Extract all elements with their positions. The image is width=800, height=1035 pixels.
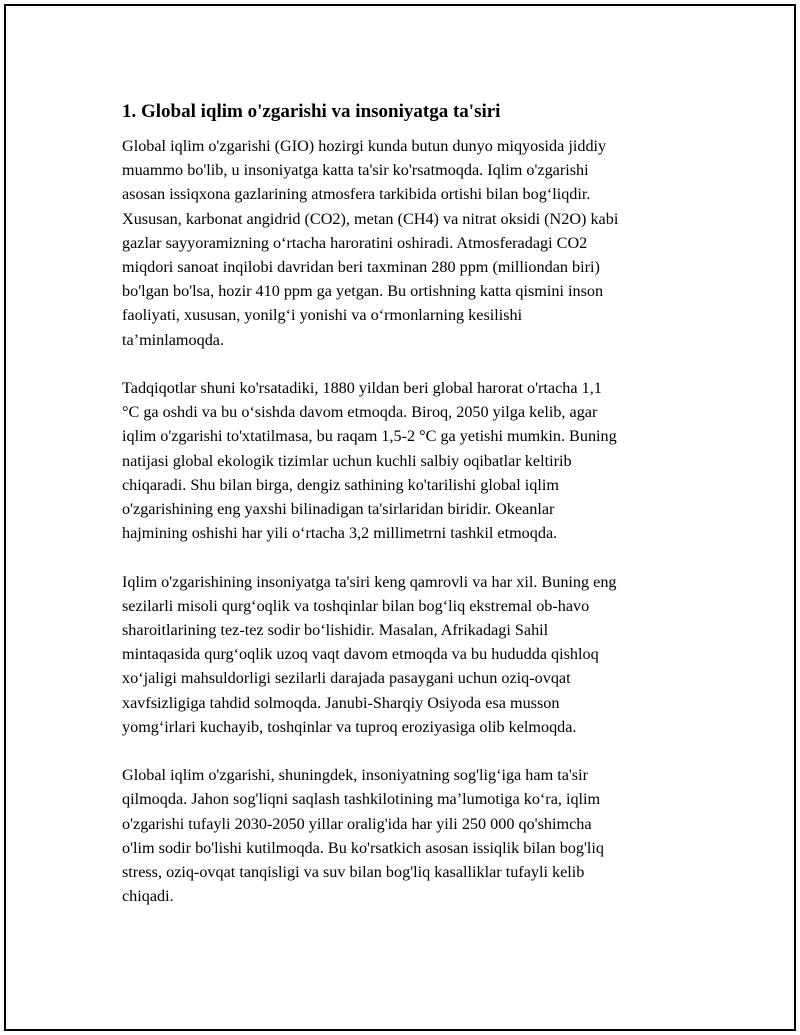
text-line: iqlim o'zgarishi to'xtatilmasa, bu raqam 1,5-2 °C ga yetishi mumkin. Buning <box>122 427 617 446</box>
text-line: chiqaradi. Shu bilan birga, dengiz sathining ko'tarilishi global iqlim <box>122 475 559 494</box>
text-line: natijasi global ekologik tizimlar uchun kuchli salbiy oqibatlar keltirib <box>122 451 572 470</box>
text-line: qilmoqda. Jahon sog'liqni saqlash tashkilotining ma’lumotiga ko‘ra, iqlim <box>122 790 601 809</box>
text-line: xo‘jaligi mahsuldorligi sezilarli darajada pasaygani uchun oziq-ovqat <box>122 669 571 688</box>
text-line: yomg‘irlari kuchayib, toshqinlar va tuproq eroziyasiga olib kelmoqda. <box>122 717 577 736</box>
text-line: muammo bo'lib, u insoniyatga katta ta'sir ko'rsatmoqda. Iqlim o'zgarishi <box>122 161 589 180</box>
text-line: o'zgarishi tufayli 2030-2050 yillar oralig'ida har yili 250 000 qo'shimcha <box>122 814 592 833</box>
paragraph-4 <box>122 763 692 908</box>
text-line: Tadqiqotlar shuni ko'rsatadiki, 1880 yildan beri global harorat o'rtacha 1,1 <box>122 379 602 398</box>
text-line: Xususan, karbonat angidrid (CO2), metan (CH4) va nitrat oksidi (N2O) kabi <box>122 209 619 228</box>
text-line: Global iqlim o'zgarishi (GIO) hozirgi kunda butun dunyo miqyosida jiddiy <box>122 137 607 155</box>
page-frame <box>4 4 796 1031</box>
text-line: hajmining oshishi har yili o‘rtacha 3,2 millimetrni tashkil etmoqda. <box>122 524 558 543</box>
text-line: xavfsizligiga tahdid solmoqda. Janubi-Sharqiy Osiyoda esa musson <box>122 693 560 712</box>
text-line: sharoitlarining tez-tez sodir bo‘lishidir. Masalan, Afrikadagi Sahil <box>122 621 549 640</box>
text-line: stress, oziq-ovqat tanqisligi va suv bilan bog'liq kasalliklar tufayli kelib <box>122 863 585 882</box>
paragraph-1 <box>122 134 692 352</box>
text-line: sezilarli misoli qurg‘oqlik va toshqinlar bilan bog‘liq ekstremal ob-havo <box>122 596 590 615</box>
document-body <box>122 100 692 933</box>
paragraph-2 <box>122 376 692 545</box>
text-line: mintaqasida qurg‘oqlik uzoq vaqt davom etmoqda va bu hududda qishloq <box>122 645 599 664</box>
text-line: gazlar sayyoramizning o‘rtacha haroratini oshiradi. Atmosferadagi CO2 <box>122 233 588 252</box>
text-line: asosan issiqxona gazlarining atmosfera tarkibida ortishi bilan bog‘liqdir. <box>122 185 591 204</box>
text-line: o'lim sodir bo'lishi kutilmoqda. Bu ko'rsatkich asosan issiqlik bilan bog'liq <box>122 838 604 857</box>
text-line: Global iqlim o'zgarishi, shuningdek, insoniyatning sog'lig‘iga ham ta'sir <box>122 766 588 785</box>
text-line: o'zgarishining eng yaxshi bilinadigan ta'sirlaridan biridir. Okeanlar <box>122 500 555 519</box>
text-line: Iqlim o'zgarishining insoniyatga ta'siri keng qamrovli va har xil. Buning eng <box>122 572 617 591</box>
paragraph-3 <box>122 570 692 739</box>
text-line: ta’minlamoqda. <box>122 330 225 349</box>
text-line: chiqadi. <box>122 887 174 906</box>
page-title: 1. Global iqlim o'zgarishi va insoniyatga ta'siri <box>122 101 501 122</box>
text-line: bo'lgan bo'lsa, hozir 410 ppm ga yetgan. Bu ortishning katta qismini inson <box>122 282 604 301</box>
text-line: °C ga oshdi va bu o‘sishda davom etmoqda. Biroq, 2050 yilga kelib, agar <box>122 403 598 422</box>
text-line: faoliyati, xususan, yonilg‘i yonishi va o‘rmonlarning kesilishi <box>122 306 523 325</box>
text-line: miqdori sanoat inqilobi davridan beri taxminan 280 ppm (milliondan biri) <box>122 258 600 277</box>
